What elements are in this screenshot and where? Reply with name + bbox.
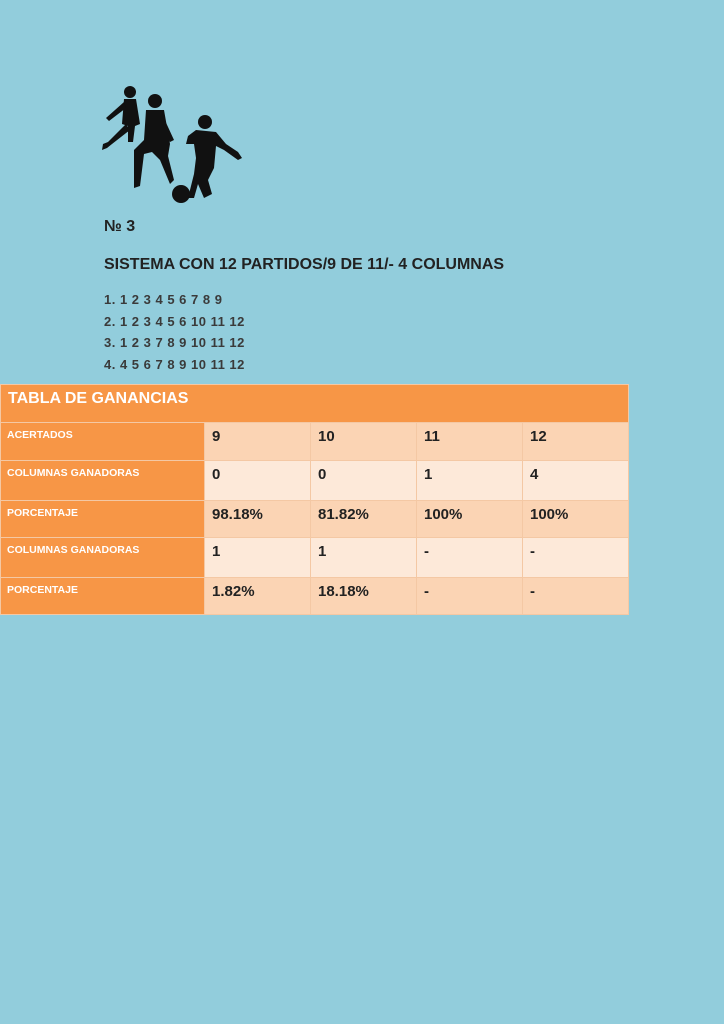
columns-list (104, 289, 245, 375)
document-title: SISTEMA CON 12 PARTIDOS/9 DE 11/- 4 COLUMNAS (104, 256, 505, 273)
table-cell: 98.18% (205, 501, 311, 538)
table-cell: 11 (417, 423, 523, 461)
table-cell: 0 (311, 461, 417, 501)
table-cell: - (523, 578, 629, 615)
column-item: 2. 1 2 3 4 5 6 10 11 12 (104, 313, 245, 329)
table-title: TABLA DE GANANCIAS (1, 385, 629, 423)
table-row (1, 501, 629, 538)
table-row (1, 461, 629, 501)
table-cell: - (417, 538, 523, 578)
table-cell: 100% (417, 501, 523, 538)
column-item: 4. 4 5 6 7 8 9 10 11 12 (104, 356, 245, 372)
table-cell: 1 (311, 538, 417, 578)
table-cell: 4 (523, 461, 629, 501)
document-number: № 3 (104, 218, 136, 235)
table-row (1, 423, 629, 461)
column-item: 1. 1 2 3 4 5 6 7 8 9 (104, 292, 223, 307)
table-cell: 1 (205, 538, 311, 578)
table-cell: - (417, 578, 523, 615)
earnings-table (0, 384, 628, 615)
table-cell: - (523, 538, 629, 578)
table-cell: 9 (205, 423, 311, 461)
soccer-players-silhouette-icon (100, 84, 245, 206)
column-item: 3. 1 2 3 7 8 9 10 11 12 (104, 335, 245, 350)
table-cell: 12 (523, 423, 629, 461)
row-label: PORCENTAJE (1, 578, 205, 615)
row-label: PORCENTAJE (1, 501, 205, 538)
table-cell: 100% (523, 501, 629, 538)
row-label: COLUMNAS GANADORAS (1, 538, 205, 578)
row-label: ACERTADOS (1, 423, 205, 461)
table-cell: 81.82% (311, 501, 417, 538)
table-row (1, 578, 629, 615)
table-cell: 1 (417, 461, 523, 501)
table-cell: 18.18% (311, 578, 417, 615)
table-cell: 0 (205, 461, 311, 501)
table-row (1, 538, 629, 578)
row-label: COLUMNAS GANADORAS (1, 461, 205, 501)
table-cell: 10 (311, 423, 417, 461)
table-cell: 1.82% (205, 578, 311, 615)
